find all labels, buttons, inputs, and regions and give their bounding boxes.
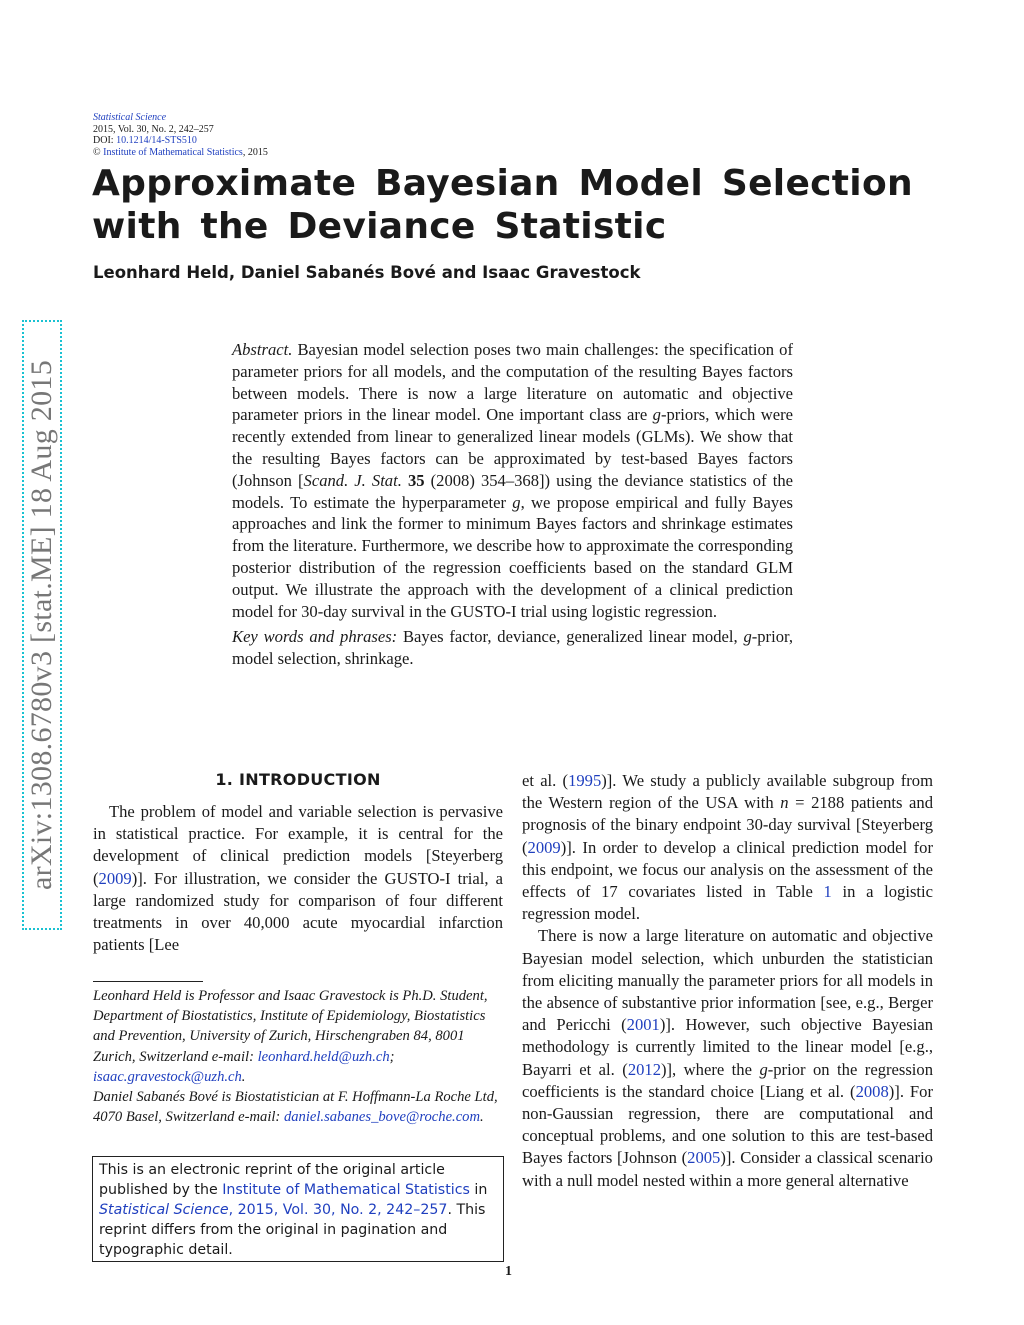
keywords: Key words and phrases: Bayes factor, deviance, generalized linear model, g-prior, model selection, shrinkage. — [232, 627, 793, 669]
citation-link[interactable]: 2009 — [527, 837, 561, 857]
citation-link[interactable]: 2008 — [855, 1081, 889, 1101]
abstract-label: Abstract. — [232, 340, 293, 359]
email-link-held[interactable]: leonhard.held@uzh.ch — [257, 1048, 390, 1065]
reprint-notice: This is an electronic reprint of the original article published by the Institute of Mathematical Statistics in Statistical Science, 2015, Vol. 30, No. 2, 242–257. This reprint differs from the original in pagination and typographic detail. — [92, 1156, 504, 1262]
email-link-gravestock[interactable]: isaac.gravestock@uzh.ch — [93, 1068, 242, 1085]
footnote-rule — [93, 981, 203, 982]
copyright-icon: © — [93, 146, 101, 158]
volume-line: 2015, Vol. 30, No. 2, 242–257 — [93, 123, 214, 135]
page-number: 1 — [505, 1264, 512, 1279]
citation-link[interactable]: 2005 — [687, 1148, 721, 1168]
intro-paragraph: The problem of model and variable selection is pervasive in statistical practice. For example, it is central for the development of clinical prediction models [Steyerberg (2009)]. For illustration, we consider the GUSTO-I trial, a large randomized study for comparison of four different treatments in over 40,000 acute myocardial infarction patients [Lee — [93, 802, 503, 955]
reprint-citation-link[interactable]: , 2015, Vol. 30, No. 2, 242–257 — [228, 1202, 448, 1218]
reprint-journal-link[interactable]: Statistical Science — [99, 1202, 229, 1218]
citation-link[interactable]: 1995 — [568, 771, 602, 790]
citation-link[interactable]: 2009 — [98, 868, 132, 888]
table-link[interactable]: 1 — [823, 882, 832, 902]
arxiv-stamp[interactable]: arXiv:1308.6780v3 [stat.ME] 18 Aug 2015 — [22, 320, 62, 930]
publisher-link[interactable]: Institute of Mathematical Statistics — [103, 146, 243, 158]
citation-link[interactable]: 2012 — [627, 1059, 661, 1079]
paragraph: There is now a large literature on automatic and objective Bayesian model selection, which unburden the statistician from eliciting manually the parameter priors for all models in the absence of substantive prior information [see, e.g., Berger and Pericchi (2001)]. However, such objective Bayesian methodology is currently limited to the linear model [e.g., Bayarri et al. (2012)], where the g-prior on the regression coefficients is the standard choice [Liang et al. (2008)]. For non-Gaussian regression, there are computational and conceptual problems, and one solution to this are test-based Bayes factors [Johnson (2005)]. Consider a classical scenario with a null model nested within a more general alternative — [522, 926, 933, 1190]
reprint-publisher-link[interactable]: Institute of Mathematical Statistics — [222, 1182, 470, 1198]
email-link-sabanes-bove[interactable]: daniel.sabanes_bove@roche.com — [283, 1109, 481, 1126]
paragraph: et al. (1995)]. We study a publicly available subgroup from the Western region of the USA with n = 2188 patients and prognosis of the binary endpoint 30-day survival [Steyerberg (2009)]. In order to develop a clinical prediction model for this endpoint, we focus our analysis on the assessment of the effects of 17 covariates listed in Table 1 in a logistic regression model. — [522, 771, 934, 924]
left-column — [93, 770, 503, 956]
paper-title: Approximate Bayesian Model Selection with the Deviance Statistic — [92, 163, 913, 247]
right-column — [522, 770, 933, 1192]
doi-link[interactable]: 10.1214/14-STS510 — [116, 135, 197, 146]
citation-link[interactable]: 2001 — [626, 1015, 660, 1035]
abstract: Abstract. Bayesian model selection poses two main challenges: the specification of parameter priors for all models, and the computation of the resulting Bayes factors between models. There is now a large literature on automatic and objective parameter priors in the linear model. One important class are g-priors, which were recently extended from linear to generalized linear models (GLMs). We show that the resulting Bayes factors can be approximated by test-based Bayes factors (Johnson [Scand. J. Stat. 35 (2008) 354–368]) using the deviance statistics of the models. To estimate the hyperparameter g, we propose empirical and fully Bayes approaches and link the former to minimum Bayes factors and shrinkage estimates from the literature. Furthermore, we describe how to approximate the corresponding posterior distribution of the regression coefficients based on the standard GLM output. We illustrate the approach with the development of a clinical prediction model for 30-day survival in the GUSTO-I trial using logistic regression. Key words and phrases: Bayes factor, deviance, generalized linear model, g-prior, model selection, shrinkage. — [232, 340, 794, 669]
journal-metadata: Statistical Science 2015, Vol. 30, No. 2, 242–257 DOI: 10.1214/14-STS510 © Institute of Mathematical Statistics, 2015 — [93, 112, 268, 158]
section-heading-introduction: 1. INTRODUCTION — [215, 770, 381, 789]
author-footnote: Leonhard Held is Professor and Isaac Gravestock is Ph.D. Student, Department of Biostatistics, Institute of Epidemiology, Biostatistics and Prevention, University of Zurich, Hirschengraben 84, 8001 Zurich, Switzerland e-mail: leonhard.held@uzh.ch; isaac.gravestock@uzh.ch. Daniel Sabanés Bové is Biostatistician at F. Hoffmann-La Roche Ltd, 4070 Basel, Switzerland e-mail: daniel.sabanes_bove@roche.com. — [93, 988, 498, 1126]
author-list: Leonhard Held, Daniel Sabanés Bové and Isaac Gravestock — [93, 263, 641, 282]
journal-link[interactable]: Statistical Science — [93, 112, 167, 123]
